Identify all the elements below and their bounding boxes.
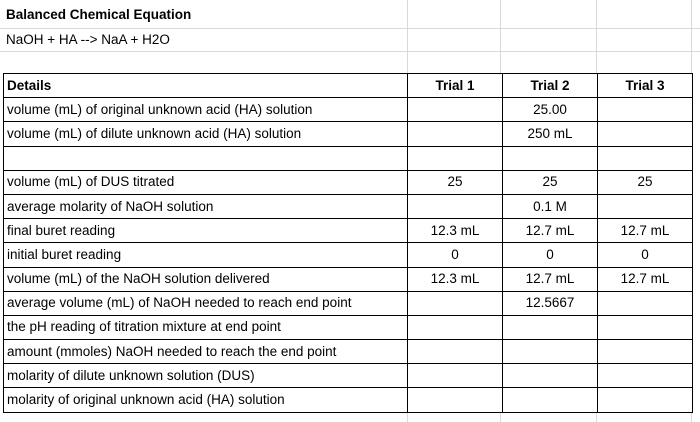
header-trial-3[interactable]: Trial 3 bbox=[598, 74, 693, 98]
trial-1-cell[interactable] bbox=[408, 340, 503, 364]
header-trial-1[interactable]: Trial 1 bbox=[408, 74, 503, 98]
trial-3-cell[interactable] bbox=[598, 98, 693, 122]
table-row bbox=[4, 267, 693, 291]
trial-2-cell[interactable] bbox=[503, 146, 598, 170]
trial-1-cell[interactable] bbox=[408, 98, 503, 122]
table-row bbox=[4, 146, 693, 170]
trial-2-cell[interactable]: 0.1 M bbox=[503, 194, 598, 218]
trial-1-cell[interactable] bbox=[408, 122, 503, 146]
table-row bbox=[4, 194, 693, 218]
trial-3-cell[interactable] bbox=[598, 194, 693, 218]
row-label[interactable]: volume (mL) of original unknown acid (HA) solution bbox=[4, 98, 408, 122]
trial-1-cell[interactable]: 25 bbox=[408, 170, 503, 194]
equation-title[interactable]: Balanced Chemical Equation bbox=[6, 7, 192, 22]
trial-1-cell[interactable] bbox=[408, 291, 503, 315]
trial-3-cell[interactable] bbox=[598, 340, 693, 364]
row-label[interactable]: volume (mL) of DUS titrated bbox=[4, 170, 408, 194]
row-label[interactable]: amount (mmoles) NaOH needed to reach the end point bbox=[4, 340, 408, 364]
trial-3-cell[interactable] bbox=[598, 291, 693, 315]
trial-3-cell[interactable]: 12.7 mL bbox=[598, 219, 693, 243]
row-label[interactable] bbox=[4, 146, 408, 170]
trial-2-cell[interactable] bbox=[503, 315, 598, 339]
trial-2-cell[interactable]: 12.5667 bbox=[503, 291, 598, 315]
row-label[interactable]: average volume (mL) of NaOH needed to reach end point bbox=[4, 291, 408, 315]
row-label[interactable]: volume (mL) of dilute unknown acid (HA) solution bbox=[4, 122, 408, 146]
table-header-row bbox=[4, 74, 693, 98]
trial-2-cell[interactable] bbox=[503, 340, 598, 364]
trial-1-cell[interactable]: 0 bbox=[408, 243, 503, 267]
trial-1-cell[interactable] bbox=[408, 146, 503, 170]
trial-3-cell[interactable] bbox=[598, 146, 693, 170]
row-label[interactable]: molarity of original unknown acid (HA) solution bbox=[4, 388, 408, 412]
table-row bbox=[4, 340, 693, 364]
trial-3-cell[interactable] bbox=[598, 315, 693, 339]
trial-3-cell[interactable]: 25 bbox=[598, 170, 693, 194]
trial-1-cell[interactable]: 12.3 mL bbox=[408, 267, 503, 291]
trial-2-cell[interactable]: 0 bbox=[503, 243, 598, 267]
table-row bbox=[4, 243, 693, 267]
equation-formula[interactable]: NaOH + HA --> NaA + H2O bbox=[6, 32, 170, 47]
row-label[interactable]: initial buret reading bbox=[4, 243, 408, 267]
trial-1-cell[interactable] bbox=[408, 315, 503, 339]
trial-2-cell[interactable]: 12.7 mL bbox=[503, 267, 598, 291]
row-label[interactable]: final buret reading bbox=[4, 219, 408, 243]
table-row bbox=[4, 122, 693, 146]
table-row bbox=[4, 98, 693, 122]
table-row bbox=[4, 219, 693, 243]
trial-1-cell[interactable] bbox=[408, 388, 503, 412]
trial-2-cell[interactable] bbox=[503, 364, 598, 388]
table-row bbox=[4, 388, 693, 412]
trial-2-cell[interactable] bbox=[503, 388, 598, 412]
trial-2-cell[interactable]: 25 bbox=[503, 170, 598, 194]
trial-1-cell[interactable]: 12.3 mL bbox=[408, 219, 503, 243]
trial-3-cell[interactable] bbox=[598, 122, 693, 146]
table-row bbox=[4, 364, 693, 388]
row-label[interactable]: volume (mL) of the NaOH solution delivered bbox=[4, 267, 408, 291]
trial-2-cell[interactable]: 25.00 bbox=[503, 98, 598, 122]
trial-3-cell[interactable] bbox=[598, 388, 693, 412]
trial-3-cell[interactable] bbox=[598, 364, 693, 388]
header-details[interactable]: Details bbox=[4, 74, 408, 98]
trial-3-cell[interactable]: 12.7 mL bbox=[598, 267, 693, 291]
row-label[interactable]: molarity of dilute unknown solution (DUS) bbox=[4, 364, 408, 388]
trial-1-cell[interactable] bbox=[408, 194, 503, 218]
row-label[interactable]: the pH reading of titration mixture at end point bbox=[4, 315, 408, 339]
titration-table bbox=[3, 73, 693, 413]
table-row bbox=[4, 315, 693, 339]
trial-2-cell[interactable]: 250 mL bbox=[503, 122, 598, 146]
table-row bbox=[4, 170, 693, 194]
table-row bbox=[4, 291, 693, 315]
row-label[interactable]: average molarity of NaOH solution bbox=[4, 194, 408, 218]
trial-2-cell[interactable]: 12.7 mL bbox=[503, 219, 598, 243]
trial-3-cell[interactable]: 0 bbox=[598, 243, 693, 267]
trial-1-cell[interactable] bbox=[408, 364, 503, 388]
header-trial-2[interactable]: Trial 2 bbox=[503, 74, 598, 98]
